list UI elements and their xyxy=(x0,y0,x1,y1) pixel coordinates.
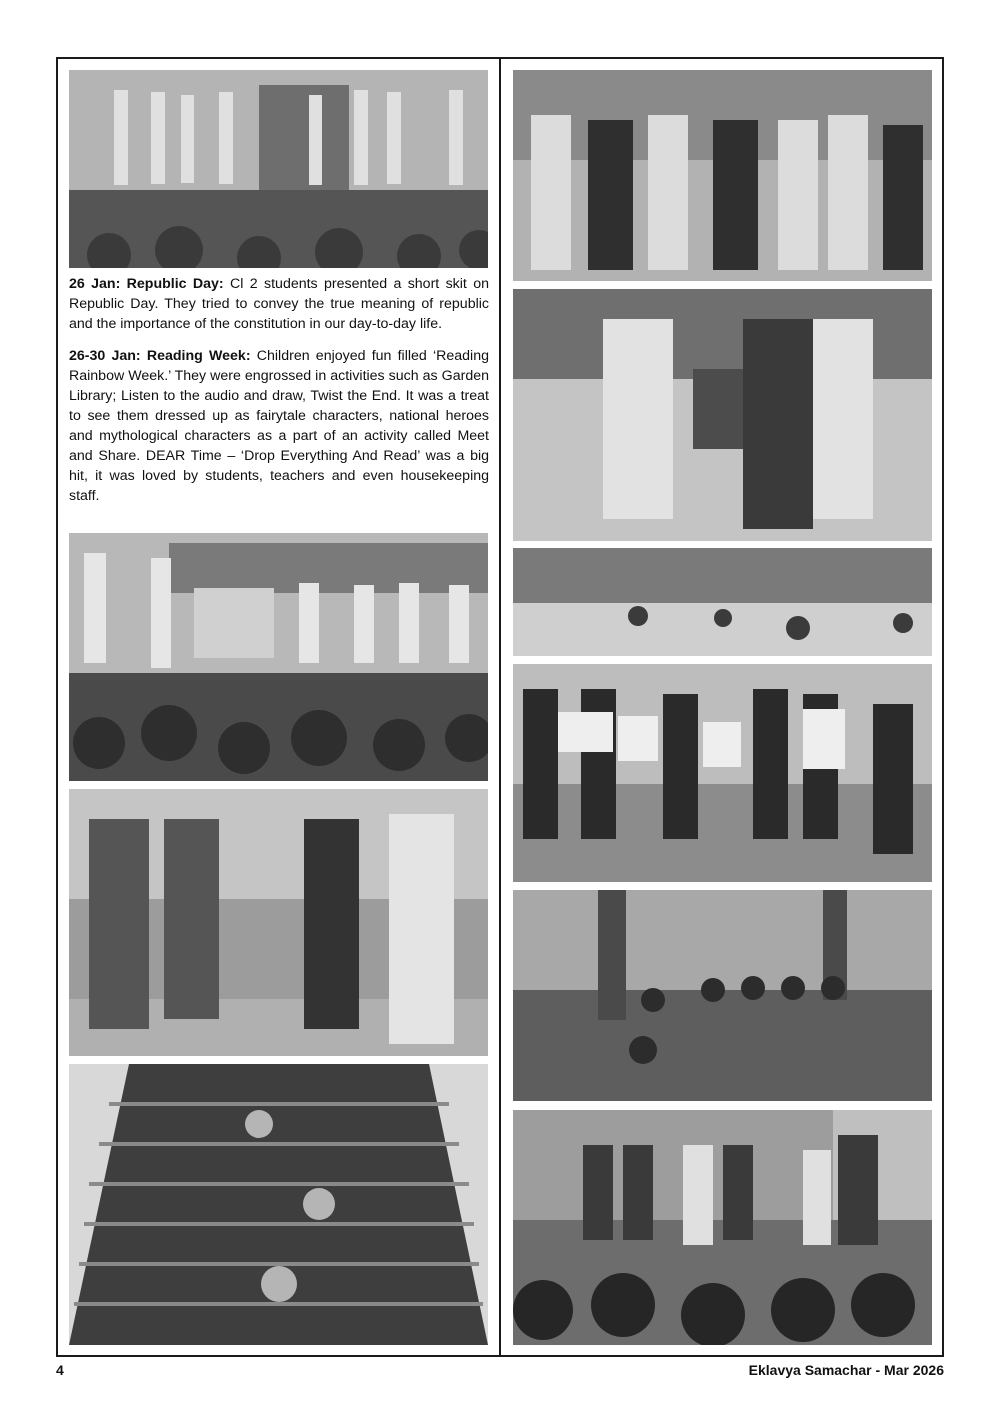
photo-poster-presentation xyxy=(513,664,932,882)
article-text xyxy=(69,274,489,518)
article-heading: 26 Jan: Republic Day: xyxy=(69,276,224,292)
photo-costumed-readers xyxy=(69,789,488,1056)
article-reading-week xyxy=(69,346,489,506)
photo-republic-day-skit xyxy=(69,70,488,268)
publication-footer: Eklavya Samachar - Mar 2026 xyxy=(748,1362,944,1378)
photo-meet-and-share-stage xyxy=(69,533,488,781)
photo-outdoor-reading-tree xyxy=(513,890,932,1101)
article-body: Children enjoyed fun filled ‘Reading Rainbow Week.’ They were engrossed in activities such as Garden Library; Listen to the audio and draw, Twist the End. It was a treat to see them dressed up as fairytale characters, national heroes and mythological characters as a part of an activity called Meet and Share. DEAR Time – ‘Drop Everything And Read’ was a big hit, it was loved by students, teachers and even housekeeping staff. xyxy=(69,348,489,504)
photo-garden-library-lawn xyxy=(513,548,932,656)
page-number: 4 xyxy=(56,1362,64,1378)
photo-garden-reading-bench xyxy=(513,289,932,541)
article-body: Cl 2 students presented a short skit on Republic Day. They tried to convey the true meaning of republic and the importance of the constitution in our day-to-day life. xyxy=(69,276,489,332)
photo-character-dress-up xyxy=(513,70,932,281)
article-heading: 26-30 Jan: Reading Week: xyxy=(69,348,251,364)
photo-boat-reading xyxy=(69,1064,488,1345)
article-republic-day xyxy=(69,274,489,334)
column-divider xyxy=(499,57,501,1357)
photo-assembly-audience xyxy=(513,1110,932,1345)
